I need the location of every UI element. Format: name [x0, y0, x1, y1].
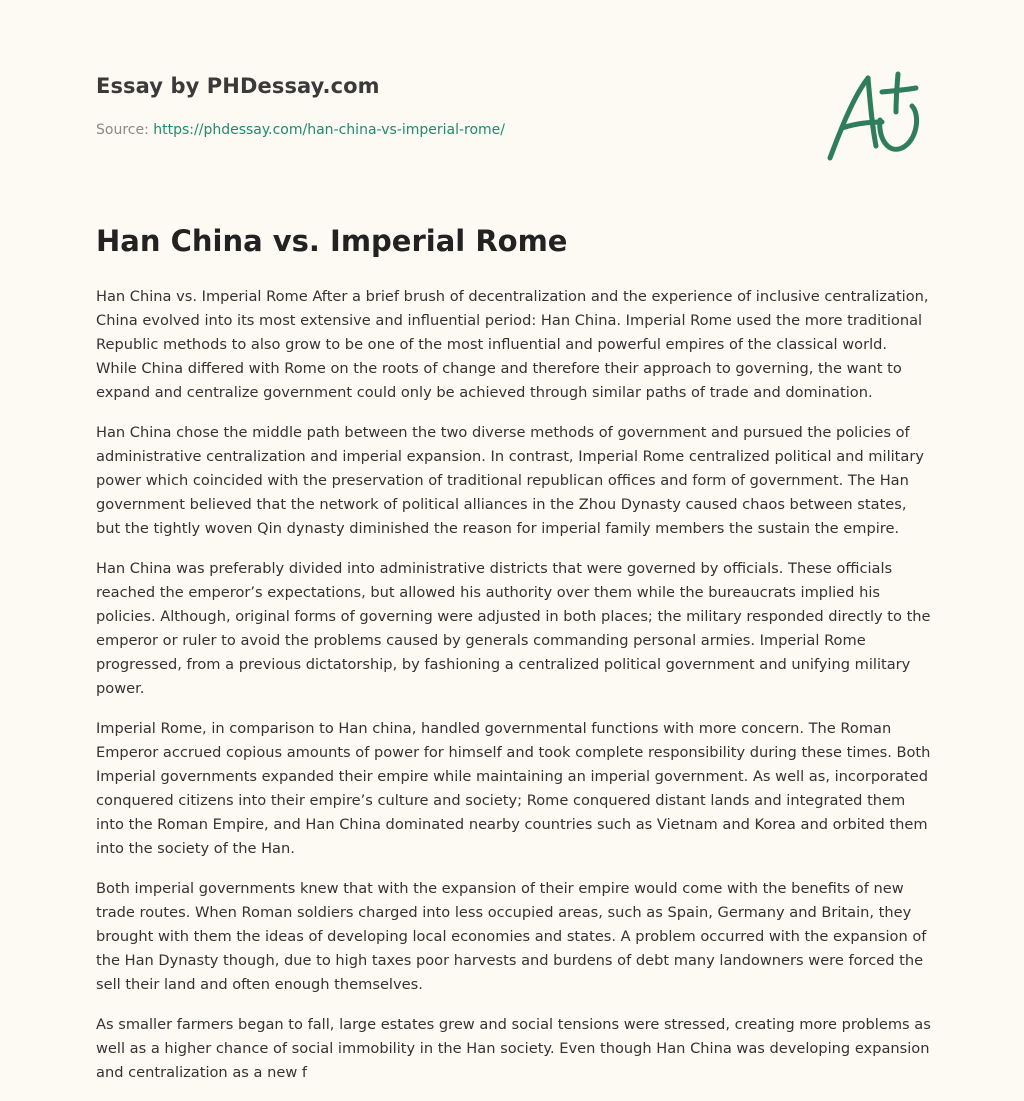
source-line	[96, 122, 796, 138]
essay-paragraph: Han China chose the middle path between the two diverse methods of government and pursued the policies of administrative centralization and imperial expansion. In contrast, Imperial Rome centralized political and military power which coincided with the preservation of traditional republican offices and form of government. The Han government believed that the network of political alliances in the Zhou Dynasty caused chaos between states, but the tightly woven Qin dynasty diminished the reason for imperial family members the sustain the empire.	[96, 424, 924, 537]
essay-body	[96, 285, 932, 1101]
essay-paragraph: Han China was preferably divided into administrative districts that were governed by officials. These officials reached the emperor’s expectations, but allowed his authority over them while the bureaucrats implied his policies. Although, original forms of governing were adjusted in both places; the military responded directly to the emperor or ruler to avoid the problems caused by generals commanding personal armies. Imperial Rome progressed, from a previous dictatorship, by fashioning a centralized political government and unifying military power.	[96, 560, 931, 697]
essay-paragraph: As smaller farmers began to fall, large estates grew and social tensions were stressed, creating more problems as well as a higher chance of social immobility in the Han society. Even though Han China was developing expansion and centralization as a new f	[96, 1016, 931, 1081]
essay-paragraph: Both imperial governments knew that with the expansion of their empire would come with the benefits of new trade routes. When Roman soldiers charged into less occupied areas, such as Spain, Germany and Britain, they brought with them the ideas of developing local economies and states. A problem occurred with the expansion of the Han Dynasty though, due to high taxes poor harvests and burdens of debt many landowners were forced the sell their land and often enough themselves.	[96, 880, 927, 993]
essay-header	[96, 74, 796, 138]
essay-title: Han China vs. Imperial Rome	[96, 224, 568, 258]
source-label: Source:	[96, 122, 149, 138]
essay-paragraph: Han China vs. Imperial Rome After a brief brush of decentralization and the experience of inclusive centralization, China evolved into its most extensive and influential period: Han China. Imperial Rome used the more traditional Republic methods to also grow to be one of the most influential and powerful empires of the classical world. While China differed with Rome on the roots of change and therefore their approach to governing, the want to expand and centralize government could only be achieved through similar paths of trade and domination.	[96, 288, 929, 401]
a-plus-logo-icon	[820, 66, 930, 166]
source-link[interactable]: https://phdessay.com/han-china-vs-imperial-rome/	[153, 122, 506, 138]
essay-paragraph: Imperial Rome, in comparison to Han china, handled governmental functions with more concern. The Roman Emperor accrued copious amounts of power for himself and took complete responsibility during these times. Both Imperial governments expanded their empire while maintaining an imperial government. As well as, incorporated conquered citizens into their empire’s culture and society; Rome conquered distant lands and integrated them into the Roman Empire, and Han China dominated nearby countries such as Vietnam and Korea and orbited them into the society of the Han.	[96, 720, 931, 857]
site-brand: Essay by PHDessay.com	[96, 74, 380, 98]
